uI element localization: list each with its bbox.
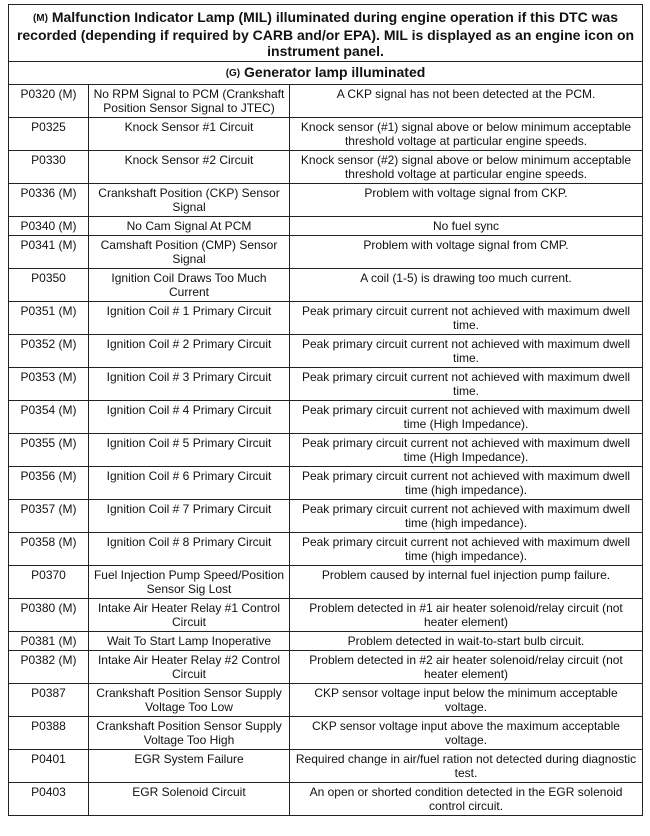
dtc-description: Crankshaft Position Sensor Supply Voltage Too High — [89, 717, 290, 750]
dtc-description: Knock Sensor #2 Circuit — [89, 151, 290, 184]
dtc-code: P0356 (M) — [9, 467, 89, 500]
generator-note-text: Generator lamp illuminated — [244, 64, 426, 80]
dtc-condition: Peak primary circuit current not achieved with maximum dwell time. — [290, 335, 643, 368]
dtc-description: Ignition Coil # 6 Primary Circuit — [89, 467, 290, 500]
dtc-description: Camshaft Position (CMP) Sensor Signal — [89, 236, 290, 269]
table-row — [9, 401, 643, 434]
dtc-code: P0387 — [9, 684, 89, 717]
dtc-condition: No fuel sync — [290, 217, 643, 236]
dtc-condition: A CKP signal has not been detected at the PCM. — [290, 85, 643, 118]
table-row — [9, 684, 643, 717]
dtc-code: P0357 (M) — [9, 500, 89, 533]
dtc-condition: Peak primary circuit current not achieved with maximum dwell time. — [290, 368, 643, 401]
dtc-code: P0341 (M) — [9, 236, 89, 269]
dtc-code: P0351 (M) — [9, 302, 89, 335]
mil-note-text: Malfunction Indicator Lamp (MIL) illuminated during engine operation if this DTC was recorded (depending if required by CARB and/or EPA). MIL is displayed as an engine icon on instrument panel. — [16, 9, 635, 59]
dtc-code: P0350 — [9, 269, 89, 302]
dtc-description: No RPM Signal to PCM (Crankshaft Position Sensor Signal to JTEC) — [89, 85, 290, 118]
table-row — [9, 599, 643, 632]
dtc-description: Ignition Coil # 4 Primary Circuit — [89, 401, 290, 434]
dtc-code: P0403 — [9, 783, 89, 816]
table-row — [9, 236, 643, 269]
dtc-description: Ignition Coil # 8 Primary Circuit — [89, 533, 290, 566]
dtc-condition: Peak primary circuit current not achieved with maximum dwell time. — [290, 302, 643, 335]
table-row — [9, 302, 643, 335]
mil-note-row — [9, 5, 643, 62]
generator-note — [9, 62, 643, 85]
dtc-description: Ignition Coil # 2 Primary Circuit — [89, 335, 290, 368]
dtc-description: Ignition Coil # 1 Primary Circuit — [89, 302, 290, 335]
dtc-description: EGR System Failure — [89, 750, 290, 783]
dtc-description: EGR Solenoid Circuit — [89, 783, 290, 816]
dtc-code: P0380 (M) — [9, 599, 89, 632]
table-row — [9, 269, 643, 302]
dtc-condition: Problem detected in #1 air heater solenoid/relay circuit (not heater element) — [290, 599, 643, 632]
generator-note-row — [9, 62, 643, 85]
table-row — [9, 184, 643, 217]
table-row — [9, 217, 643, 236]
dtc-code: P0370 — [9, 566, 89, 599]
dtc-code: P0330 — [9, 151, 89, 184]
dtc-table — [8, 4, 643, 816]
mil-marker: (M) — [32, 13, 48, 24]
dtc-description: Intake Air Heater Relay #2 Control Circuit — [89, 651, 290, 684]
dtc-description: Fuel Injection Pump Speed/Position Sensor Sig Lost — [89, 566, 290, 599]
dtc-code: P0388 — [9, 717, 89, 750]
dtc-condition: Problem with voltage signal from CKP. — [290, 184, 643, 217]
dtc-code: P0340 (M) — [9, 217, 89, 236]
dtc-code: P0381 (M) — [9, 632, 89, 651]
dtc-condition: CKP sensor voltage input above the maximum acceptable voltage. — [290, 717, 643, 750]
dtc-description: No Cam Signal At PCM — [89, 217, 290, 236]
mil-note — [9, 5, 643, 62]
table-row — [9, 632, 643, 651]
dtc-code: P0353 (M) — [9, 368, 89, 401]
dtc-code: P0336 (M) — [9, 184, 89, 217]
table-row — [9, 368, 643, 401]
dtc-condition: Required change in air/fuel ration not detected during diagnostic test. — [290, 750, 643, 783]
dtc-condition: Peak primary circuit current not achieved with maximum dwell time (high impedance). — [290, 533, 643, 566]
dtc-document — [8, 4, 642, 816]
table-row — [9, 118, 643, 151]
dtc-description: Crankshaft Position (CKP) Sensor Signal — [89, 184, 290, 217]
dtc-condition: Peak primary circuit current not achieved with maximum dwell time (High Impedance). — [290, 434, 643, 467]
dtc-description: Knock Sensor #1 Circuit — [89, 118, 290, 151]
generator-marker: (G) — [225, 68, 241, 79]
dtc-condition: Problem with voltage signal from CMP. — [290, 236, 643, 269]
table-row — [9, 500, 643, 533]
table-row — [9, 750, 643, 783]
dtc-code: P0320 (M) — [9, 85, 89, 118]
table-row — [9, 151, 643, 184]
table-row — [9, 533, 643, 566]
dtc-condition: Problem detected in #2 air heater solenoid/relay circuit (not heater element) — [290, 651, 643, 684]
dtc-condition: Knock sensor (#2) signal above or below minimum acceptable threshold voltage at particular engine speeds. — [290, 151, 643, 184]
dtc-condition: Knock sensor (#1) signal above or below minimum acceptable threshold voltage at particular engine speeds. — [290, 118, 643, 151]
dtc-description: Ignition Coil # 3 Primary Circuit — [89, 368, 290, 401]
dtc-description: Ignition Coil Draws Too Much Current — [89, 269, 290, 302]
dtc-description: Ignition Coil # 5 Primary Circuit — [89, 434, 290, 467]
dtc-description: Ignition Coil # 7 Primary Circuit — [89, 500, 290, 533]
dtc-code: P0352 (M) — [9, 335, 89, 368]
dtc-condition: Problem detected in wait-to-start bulb circuit. — [290, 632, 643, 651]
dtc-code: P0355 (M) — [9, 434, 89, 467]
dtc-code: P0354 (M) — [9, 401, 89, 434]
dtc-condition: Peak primary circuit current not achieved with maximum dwell time (high impedance). — [290, 467, 643, 500]
dtc-code: P0382 (M) — [9, 651, 89, 684]
dtc-code: P0325 — [9, 118, 89, 151]
dtc-condition: Problem caused by internal fuel injection pump failure. — [290, 566, 643, 599]
dtc-description: Wait To Start Lamp Inoperative — [89, 632, 290, 651]
dtc-condition: Peak primary circuit current not achieved with maximum dwell time (High Impedance). — [290, 401, 643, 434]
table-row — [9, 783, 643, 816]
table-row — [9, 566, 643, 599]
dtc-condition: An open or shorted condition detected in the EGR solenoid control circuit. — [290, 783, 643, 816]
dtc-code: P0358 (M) — [9, 533, 89, 566]
dtc-condition: A coil (1-5) is drawing too much current. — [290, 269, 643, 302]
dtc-description: Crankshaft Position Sensor Supply Voltage Too Low — [89, 684, 290, 717]
table-row — [9, 717, 643, 750]
dtc-code: P0401 — [9, 750, 89, 783]
dtc-condition: CKP sensor voltage input below the minimum acceptable voltage. — [290, 684, 643, 717]
table-row — [9, 85, 643, 118]
dtc-condition: Peak primary circuit current not achieved with maximum dwell time (high impedance). — [290, 500, 643, 533]
table-row — [9, 434, 643, 467]
dtc-description: Intake Air Heater Relay #1 Control Circuit — [89, 599, 290, 632]
table-row — [9, 467, 643, 500]
table-row — [9, 651, 643, 684]
table-row — [9, 335, 643, 368]
